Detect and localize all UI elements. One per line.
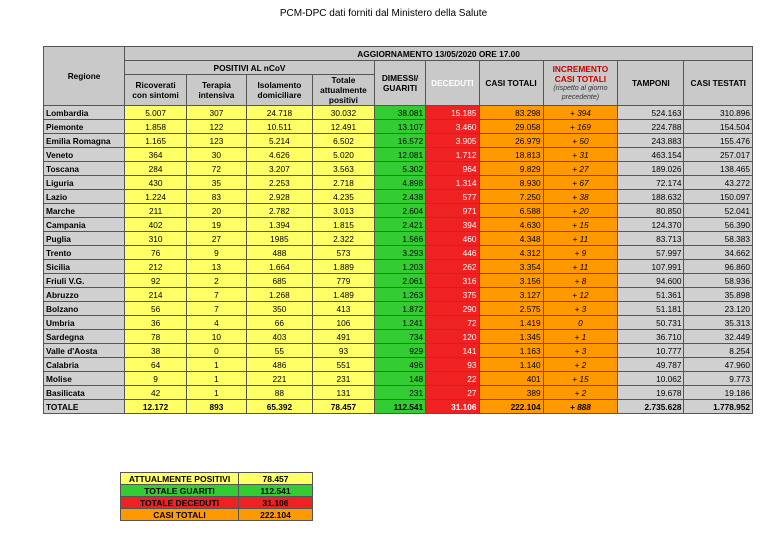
cell-deceduti: 3.905	[426, 134, 479, 148]
cell-isolamento: 486	[246, 358, 312, 372]
cell-totale-positivi: 231	[313, 372, 375, 386]
table-row	[44, 106, 753, 120]
cell-terapia: 72	[187, 162, 247, 176]
cell-tamponi: 107.991	[618, 260, 684, 274]
cell-casi-testati: 58.936	[684, 274, 753, 288]
cell-dimessi: 148	[374, 372, 425, 386]
cell-incremento: + 11	[543, 232, 618, 246]
summary-row	[121, 509, 313, 521]
summary-row	[121, 485, 313, 497]
cell-isolamento: 2.253	[246, 176, 312, 190]
cell-isolamento: 66	[246, 316, 312, 330]
cell-casi-totali: 18.813	[479, 148, 543, 162]
cell-terapia: 1	[187, 372, 247, 386]
cell-totale-positivi: 1.489	[313, 288, 375, 302]
cell-deceduti: 577	[426, 190, 479, 204]
cell-casi-testati: 23.120	[684, 302, 753, 316]
cell-isolamento: 403	[246, 330, 312, 344]
summary-value: 31.106	[239, 497, 313, 509]
cell-dimessi: 2.438	[374, 190, 425, 204]
table-row	[44, 246, 753, 260]
table-row	[44, 344, 753, 358]
cell-isolamento: 4.626	[246, 148, 312, 162]
cell-regione: Basilicata	[44, 386, 125, 400]
cell-incremento: + 888	[543, 400, 618, 414]
cell-casi-totali: 1.163	[479, 344, 543, 358]
summary-row	[121, 497, 313, 509]
summary-label: ATTUALMENTE POSITIVI	[121, 473, 239, 485]
cell-casi-testati: 155.476	[684, 134, 753, 148]
cell-ricoverati: 36	[125, 316, 187, 330]
cell-casi-testati: 9.773	[684, 372, 753, 386]
cell-terapia: 13	[187, 260, 247, 274]
cell-dimessi: 5.302	[374, 162, 425, 176]
cell-tamponi: 80.850	[618, 204, 684, 218]
covid-data-table	[43, 46, 753, 414]
cell-incremento: + 50	[543, 134, 618, 148]
cell-dimessi: 3.293	[374, 246, 425, 260]
cell-casi-totali: 4.630	[479, 218, 543, 232]
cell-ricoverati: 212	[125, 260, 187, 274]
cell-incremento: + 15	[543, 372, 618, 386]
cell-casi-testati: 257.017	[684, 148, 753, 162]
cell-deceduti: 93	[426, 358, 479, 372]
cell-casi-testati: 35.313	[684, 316, 753, 330]
cell-regione: Emilia Romagna	[44, 134, 125, 148]
cell-totale-positivi: 131	[313, 386, 375, 400]
cell-casi-totali: 1.345	[479, 330, 543, 344]
cell-deceduti: 375	[426, 288, 479, 302]
cell-casi-testati: 32.449	[684, 330, 753, 344]
cell-tamponi: 57.997	[618, 246, 684, 260]
table-row	[44, 372, 753, 386]
cell-casi-testati: 310.896	[684, 106, 753, 120]
cell-ricoverati: 56	[125, 302, 187, 316]
cell-tamponi: 524.163	[618, 106, 684, 120]
cell-isolamento: 10.511	[246, 120, 312, 134]
cell-deceduti: 120	[426, 330, 479, 344]
cell-dimessi: 38.081	[374, 106, 425, 120]
cell-terapia: 7	[187, 288, 247, 302]
cell-totale-positivi: 573	[313, 246, 375, 260]
cell-regione: Bolzano	[44, 302, 125, 316]
cell-terapia: 27	[187, 232, 247, 246]
cell-incremento: + 27	[543, 162, 618, 176]
cell-regione: Lazio	[44, 190, 125, 204]
cell-isolamento: 88	[246, 386, 312, 400]
cell-incremento: + 12	[543, 288, 618, 302]
cell-ricoverati: 9	[125, 372, 187, 386]
cell-terapia: 19	[187, 218, 247, 232]
cell-regione: Sardegna	[44, 330, 125, 344]
cell-casi-testati: 138.465	[684, 162, 753, 176]
header-regione: Regione	[44, 47, 125, 106]
cell-ricoverati: 1.165	[125, 134, 187, 148]
cell-terapia: 35	[187, 176, 247, 190]
cell-dimessi: 4.898	[374, 176, 425, 190]
cell-totale-positivi: 779	[313, 274, 375, 288]
cell-isolamento: 1.394	[246, 218, 312, 232]
header-tamponi: TAMPONI	[618, 61, 684, 106]
cell-totale-positivi: 2.322	[313, 232, 375, 246]
cell-ricoverati: 284	[125, 162, 187, 176]
cell-regione: Calabria	[44, 358, 125, 372]
cell-terapia: 0	[187, 344, 247, 358]
cell-deceduti: 971	[426, 204, 479, 218]
cell-ricoverati: 430	[125, 176, 187, 190]
cell-tamponi: 2.735.628	[618, 400, 684, 414]
cell-ricoverati: 1.858	[125, 120, 187, 134]
cell-incremento: 0	[543, 316, 618, 330]
cell-terapia: 7	[187, 302, 247, 316]
cell-tamponi: 51.181	[618, 302, 684, 316]
cell-terapia: 893	[187, 400, 247, 414]
cell-totale-positivi: 4.235	[313, 190, 375, 204]
cell-isolamento: 221	[246, 372, 312, 386]
cell-deceduti: 22	[426, 372, 479, 386]
header-ricoverati: Ricoverati con sintomi	[125, 75, 187, 106]
table-row	[44, 386, 753, 400]
cell-incremento: + 20	[543, 204, 618, 218]
table-row	[44, 302, 753, 316]
cell-ricoverati: 1.224	[125, 190, 187, 204]
table-row	[44, 260, 753, 274]
cell-totale-positivi: 3.563	[313, 162, 375, 176]
cell-deceduti: 31.106	[426, 400, 479, 414]
cell-incremento: + 15	[543, 218, 618, 232]
header-deceduti: DECEDUTI	[426, 61, 479, 106]
cell-casi-testati: 58.383	[684, 232, 753, 246]
cell-regione: Puglia	[44, 232, 125, 246]
table-row	[44, 316, 753, 330]
cell-regione: Abruzzo	[44, 288, 125, 302]
cell-dimessi: 16.572	[374, 134, 425, 148]
cell-tamponi: 19.678	[618, 386, 684, 400]
summary-label: TOTALE GUARITI	[121, 485, 239, 497]
cell-casi-totali: 7.250	[479, 190, 543, 204]
cell-casi-testati: 47.960	[684, 358, 753, 372]
cell-terapia: 30	[187, 148, 247, 162]
table-row	[44, 218, 753, 232]
cell-tamponi: 188.632	[618, 190, 684, 204]
header-incremento-note: (rispetto al giorno precedente)	[553, 85, 608, 101]
cell-tamponi: 72.174	[618, 176, 684, 190]
cell-totale-positivi: 78.457	[313, 400, 375, 414]
table-row	[44, 358, 753, 372]
header-isolamento: Isolamento domiciliare	[246, 75, 312, 106]
header-totale-positivi: Totale attualmente positivi	[313, 75, 375, 106]
cell-deceduti: 290	[426, 302, 479, 316]
summary-value: 78.457	[239, 473, 313, 485]
cell-incremento: + 9	[543, 246, 618, 260]
cell-deceduti: 964	[426, 162, 479, 176]
cell-casi-testati: 19.186	[684, 386, 753, 400]
cell-ricoverati: 64	[125, 358, 187, 372]
cell-deceduti: 15.185	[426, 106, 479, 120]
cell-casi-testati: 52.041	[684, 204, 753, 218]
cell-terapia: 4	[187, 316, 247, 330]
cell-regione: Valle d'Aosta	[44, 344, 125, 358]
cell-tamponi: 51.361	[618, 288, 684, 302]
cell-tamponi: 463.154	[618, 148, 684, 162]
cell-dimessi: 734	[374, 330, 425, 344]
cell-regione: Lombardia	[44, 106, 125, 120]
cell-casi-totali: 3.127	[479, 288, 543, 302]
cell-dimessi: 929	[374, 344, 425, 358]
cell-incremento: + 11	[543, 260, 618, 274]
cell-incremento: + 38	[543, 190, 618, 204]
cell-incremento: + 394	[543, 106, 618, 120]
cell-regione: Piemonte	[44, 120, 125, 134]
cell-totale-positivi: 6.502	[313, 134, 375, 148]
cell-incremento: + 3	[543, 344, 618, 358]
cell-dimessi: 231	[374, 386, 425, 400]
summary-label: CASI TOTALI	[121, 509, 239, 521]
header-casi-totali: CASI TOTALI	[479, 61, 543, 106]
cell-casi-testati: 35.898	[684, 288, 753, 302]
cell-terapia: 83	[187, 190, 247, 204]
cell-totale-positivi: 93	[313, 344, 375, 358]
cell-dimessi: 1.566	[374, 232, 425, 246]
cell-tamponi: 124.370	[618, 218, 684, 232]
cell-deceduti: 1.314	[426, 176, 479, 190]
cell-totale-positivi: 551	[313, 358, 375, 372]
cell-totale-positivi: 3.013	[313, 204, 375, 218]
cell-ricoverati: 42	[125, 386, 187, 400]
table-row	[44, 274, 753, 288]
table-row	[44, 232, 753, 246]
header-terapia: Terapia intensiva	[187, 75, 247, 106]
cell-casi-testati: 96.860	[684, 260, 753, 274]
cell-ricoverati: 364	[125, 148, 187, 162]
cell-ricoverati: 78	[125, 330, 187, 344]
cell-regione: Campania	[44, 218, 125, 232]
cell-ricoverati: 38	[125, 344, 187, 358]
cell-incremento: + 8	[543, 274, 618, 288]
cell-ricoverati: 92	[125, 274, 187, 288]
cell-totale-positivi: 2.718	[313, 176, 375, 190]
cell-casi-totali: 389	[479, 386, 543, 400]
cell-dimessi: 12.081	[374, 148, 425, 162]
cell-dimessi: 13.107	[374, 120, 425, 134]
cell-terapia: 123	[187, 134, 247, 148]
cell-terapia: 9	[187, 246, 247, 260]
table-row	[44, 204, 753, 218]
cell-incremento: + 1	[543, 330, 618, 344]
cell-terapia: 10	[187, 330, 247, 344]
cell-dimessi: 496	[374, 358, 425, 372]
cell-casi-totali: 6.588	[479, 204, 543, 218]
totale-row	[44, 400, 753, 414]
cell-ricoverati: 402	[125, 218, 187, 232]
cell-deceduti: 27	[426, 386, 479, 400]
cell-casi-testati: 1.778.952	[684, 400, 753, 414]
cell-ricoverati: 12.172	[125, 400, 187, 414]
cell-casi-totali: 83.298	[479, 106, 543, 120]
cell-terapia: 20	[187, 204, 247, 218]
cell-terapia: 307	[187, 106, 247, 120]
cell-regione: Sicilia	[44, 260, 125, 274]
cell-casi-totali: 29.058	[479, 120, 543, 134]
header-incremento-label: INCREMENTO CASI TOTALI	[552, 64, 609, 84]
cell-deceduti: 394	[426, 218, 479, 232]
cell-tamponi: 189.026	[618, 162, 684, 176]
cell-casi-totali: 2.575	[479, 302, 543, 316]
cell-totale-positivi: 1.889	[313, 260, 375, 274]
cell-terapia: 122	[187, 120, 247, 134]
cell-casi-totali: 4.312	[479, 246, 543, 260]
cell-casi-totali: 3.354	[479, 260, 543, 274]
cell-casi-testati: 150.097	[684, 190, 753, 204]
cell-regione: Molise	[44, 372, 125, 386]
cell-isolamento: 2.928	[246, 190, 312, 204]
cell-tamponi: 10.062	[618, 372, 684, 386]
cell-casi-totali: 222.104	[479, 400, 543, 414]
cell-tamponi: 83.713	[618, 232, 684, 246]
cell-regione: Liguria	[44, 176, 125, 190]
cell-tamponi: 49.787	[618, 358, 684, 372]
cell-incremento: + 31	[543, 148, 618, 162]
cell-isolamento: 65.392	[246, 400, 312, 414]
table-row	[44, 148, 753, 162]
cell-regione: Trento	[44, 246, 125, 260]
cell-deceduti: 446	[426, 246, 479, 260]
cell-isolamento: 55	[246, 344, 312, 358]
header-positivi: POSITIVI AL nCoV	[125, 61, 375, 75]
cell-ricoverati: 211	[125, 204, 187, 218]
cell-dimessi: 1.872	[374, 302, 425, 316]
header-dimessi: DIMESSI/ GUARITI	[374, 61, 425, 106]
cell-tamponi: 10.777	[618, 344, 684, 358]
cell-incremento: + 2	[543, 358, 618, 372]
cell-casi-totali: 4.348	[479, 232, 543, 246]
cell-terapia: 1	[187, 386, 247, 400]
cell-regione: Marche	[44, 204, 125, 218]
cell-deceduti: 72	[426, 316, 479, 330]
header-casi-testati: CASI TESTATI	[684, 61, 753, 106]
cell-dimessi: 2.061	[374, 274, 425, 288]
cell-dimessi: 112.541	[374, 400, 425, 414]
cell-isolamento: 350	[246, 302, 312, 316]
cell-casi-totali: 1.140	[479, 358, 543, 372]
cell-regione: TOTALE	[44, 400, 125, 414]
cell-deceduti: 316	[426, 274, 479, 288]
cell-isolamento: 1.664	[246, 260, 312, 274]
cell-incremento: + 67	[543, 176, 618, 190]
cell-dimessi: 1.263	[374, 288, 425, 302]
cell-terapia: 2	[187, 274, 247, 288]
cell-casi-testati: 56.390	[684, 218, 753, 232]
summary-label: TOTALE DECEDUTI	[121, 497, 239, 509]
cell-casi-totali: 8.930	[479, 176, 543, 190]
cell-isolamento: 24.718	[246, 106, 312, 120]
cell-casi-testati: 43.272	[684, 176, 753, 190]
cell-totale-positivi: 1.815	[313, 218, 375, 232]
cell-casi-totali: 401	[479, 372, 543, 386]
summary-value: 222.104	[239, 509, 313, 521]
cell-ricoverati: 5.007	[125, 106, 187, 120]
table-row	[44, 134, 753, 148]
cell-ricoverati: 214	[125, 288, 187, 302]
cell-deceduti: 460	[426, 232, 479, 246]
cell-deceduti: 1.712	[426, 148, 479, 162]
table-row	[44, 190, 753, 204]
table-row	[44, 330, 753, 344]
cell-terapia: 1	[187, 358, 247, 372]
cell-incremento: + 2	[543, 386, 618, 400]
table-body	[44, 106, 753, 414]
cell-regione: Toscana	[44, 162, 125, 176]
cell-casi-totali: 3.156	[479, 274, 543, 288]
cell-deceduti: 141	[426, 344, 479, 358]
cell-totale-positivi: 5.020	[313, 148, 375, 162]
cell-ricoverati: 76	[125, 246, 187, 260]
cell-casi-testati: 154.504	[684, 120, 753, 134]
cell-totale-positivi: 491	[313, 330, 375, 344]
cell-deceduti: 3.460	[426, 120, 479, 134]
cell-isolamento: 3.207	[246, 162, 312, 176]
cell-dimessi: 1.241	[374, 316, 425, 330]
cell-totale-positivi: 30.032	[313, 106, 375, 120]
cell-isolamento: 1985	[246, 232, 312, 246]
header-incremento	[543, 61, 618, 106]
cell-isolamento: 1.268	[246, 288, 312, 302]
cell-casi-testati: 8.254	[684, 344, 753, 358]
cell-casi-totali: 1.419	[479, 316, 543, 330]
cell-totale-positivi: 413	[313, 302, 375, 316]
table-row	[44, 176, 753, 190]
cell-isolamento: 685	[246, 274, 312, 288]
cell-dimessi: 2.421	[374, 218, 425, 232]
summary-value: 112.541	[239, 485, 313, 497]
table-row	[44, 120, 753, 134]
cell-casi-testati: 34.662	[684, 246, 753, 260]
table-row	[44, 288, 753, 302]
cell-tamponi: 243.883	[618, 134, 684, 148]
cell-tamponi: 224.788	[618, 120, 684, 134]
cell-incremento: + 3	[543, 302, 618, 316]
cell-tamponi: 50.731	[618, 316, 684, 330]
cell-incremento: + 169	[543, 120, 618, 134]
cell-deceduti: 262	[426, 260, 479, 274]
summary-table	[120, 472, 313, 521]
cell-totale-positivi: 106	[313, 316, 375, 330]
cell-dimessi: 1.203	[374, 260, 425, 274]
cell-isolamento: 5.214	[246, 134, 312, 148]
cell-regione: Friuli V.G.	[44, 274, 125, 288]
header-aggiornamento: AGGIORNAMENTO 13/05/2020 ORE 17.00	[125, 47, 753, 61]
cell-isolamento: 2.782	[246, 204, 312, 218]
cell-regione: Umbria	[44, 316, 125, 330]
cell-isolamento: 488	[246, 246, 312, 260]
cell-tamponi: 94.600	[618, 274, 684, 288]
page-title: PCM-DPC dati forniti dal Ministero della Salute	[279, 8, 488, 19]
cell-totale-positivi: 12.491	[313, 120, 375, 134]
cell-tamponi: 36.710	[618, 330, 684, 344]
cell-dimessi: 2.604	[374, 204, 425, 218]
cell-ricoverati: 310	[125, 232, 187, 246]
cell-casi-totali: 9.829	[479, 162, 543, 176]
cell-regione: Veneto	[44, 148, 125, 162]
summary-row	[121, 473, 313, 485]
table-row	[44, 162, 753, 176]
cell-casi-totali: 26.979	[479, 134, 543, 148]
